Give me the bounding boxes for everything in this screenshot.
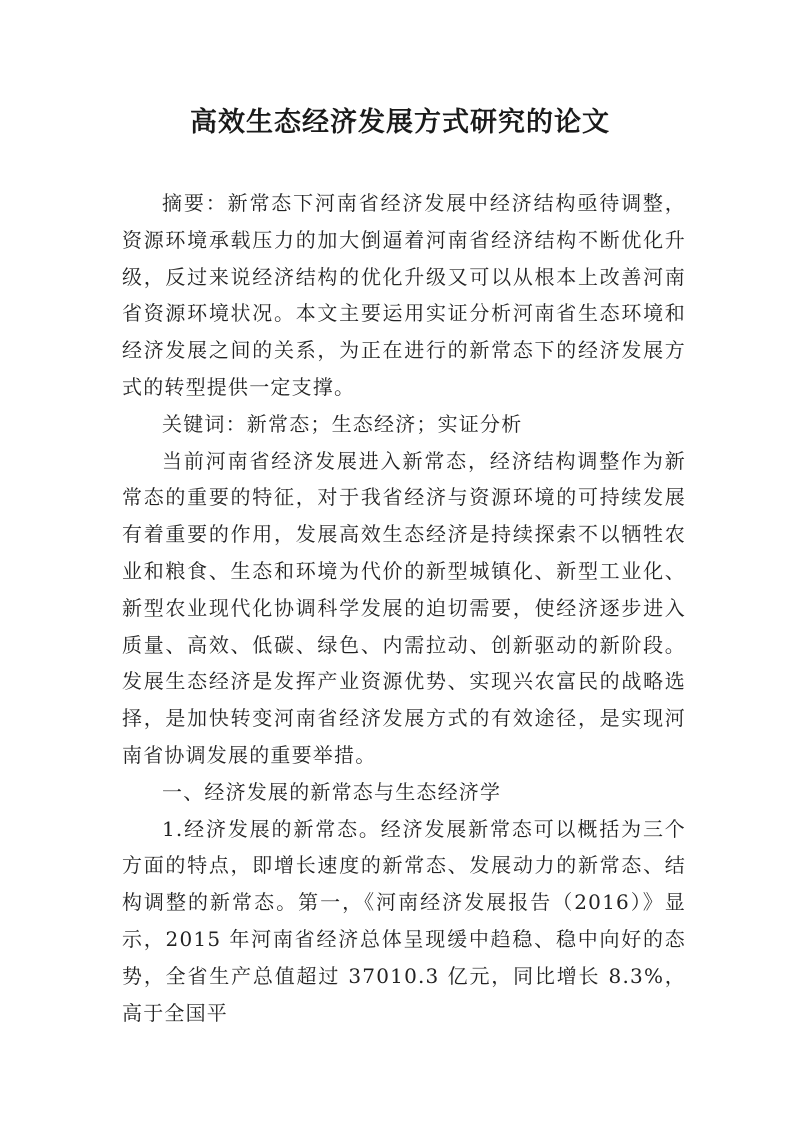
keywords-line: 关键词：新常态；生态经济；实证分析	[162, 411, 523, 436]
document-title: 高效生态经济发展方式研究的论文	[190, 107, 610, 138]
body-paragraph: 1.经济发展的新常态。经济发展新常态可以概括为三个方面的特点，即增长速度的新常态、发展动力的新常态、结构调整的新常态。第一，《河南经济发展报告（2016）》显示，2015 年河南省经济总体呈现缓中趋稳、稳中向好的态势，全省生产总值超过 37010.3 亿元，同比增长 8.3%，高于全国平	[122, 816, 686, 1025]
document-body	[122, 185, 686, 1031]
abstract-paragraph: 摘要：新常态下河南省经济发展中经济结构亟待调整，资源环境承载压力的加大倒逼着河南省经济结构不断优化升级，反过来说经济结构的优化升级又可以从根本上改善河南省资源环境状况。本文主要运用实证分析河南省生态环境和经济发展之间的关系，为正在进行的新常态下的经济发展方式的转型提供一定支撑。	[122, 191, 686, 399]
intro-paragraph: 当前河南省经济发展进入新常态，经济结构调整作为新常态的重要的特征，对于我省经济与资源环境的可持续发展有着重要的作用，发展高效生态经济是持续探索不以牺牲农业和粮食、生态和环境为代价的新型城镇化、新型工业化、新型农业现代化协调科学发展的迫切需要，使经济逐步进入质量、高效、低碳、绿色、内需拉动、创新驱动的新阶段。发展生态经济是发挥产业资源优势、实现兴农富民的战略选择，是加快转变河南省经济发展方式的有效途径，是实现河南省协调发展的重要举措。	[122, 448, 686, 767]
section-heading: 一、经济发展的新常态与生态经济学	[162, 779, 502, 804]
